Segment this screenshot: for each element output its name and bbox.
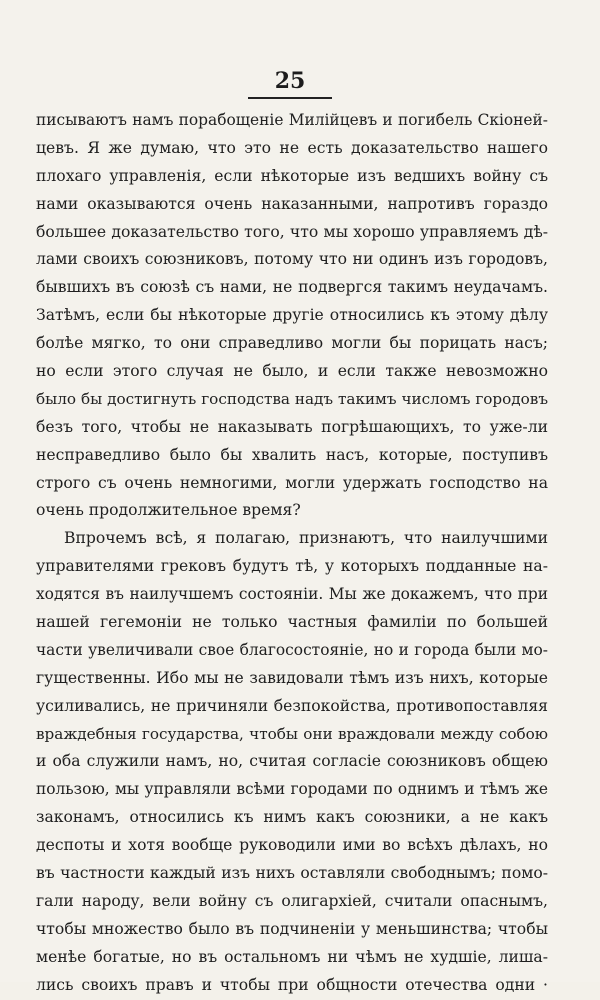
text-line: гали народу, вели войну съ олигархіей, считали опаснымъ, — [36, 891, 548, 910]
text-line: Затѣмъ, если бы нѣкоторые другіе относились къ этому дѣлу — [36, 306, 548, 325]
text-line: лами своихъ союзниковъ, потому что ни одинъ изъ городовъ, — [36, 250, 548, 269]
text-line: враждебныя государства, чтобы они враждовали между собою — [36, 724, 548, 743]
text-line: чтобы множество было въ подчиненіи у меньшинства; чтобы — [36, 919, 548, 938]
text-line: плохаго управленія, если нѣкоторые изъ ведшихъ войну съ — [36, 166, 548, 185]
text-line: въ частности каждый изъ нихъ оставляли свободнымъ; помо- — [36, 864, 548, 883]
text-line: строго съ очень немногими, могли удержать господство на — [36, 473, 548, 492]
text-line: гущественны. Ибо мы не завидовали тѣмъ изъ нихъ, которые — [36, 668, 548, 687]
text-line: болѣе мягко, то они справедливо могли бы порицать насъ; — [36, 334, 548, 353]
text-line: нами оказываются очень наказанными, напротивъ гораздо — [36, 194, 548, 213]
text-line: нашей гегемоніи не только частныя фамиліи по большей — [36, 613, 548, 632]
text-line: цевъ. Я же думаю, что это не есть доказательство нашего — [36, 138, 548, 157]
text-line: пользою, мы управляли всѣми городами по однимъ и тѣмъ же — [36, 780, 548, 799]
paragraph-1 — [36, 107, 548, 525]
text-line: но если этого случая не было, и если также невозможно — [36, 362, 548, 381]
text-line: бывшихъ въ союзѣ съ нами, не подвергся такимъ неудачамъ. — [36, 278, 548, 297]
text-line: деспоты и хотя вообще руководили ими во всѣхъ дѣлахъ, но — [36, 836, 548, 855]
text-line: управителями грековъ будутъ тѣ, у которыхъ подданные на- — [36, 557, 548, 576]
text-line: части увеличивали свое благосостояніе, но и города были мо- — [36, 640, 548, 659]
text-line: безъ того, чтобы не наказывать погрѣшающихъ, то уже-ли — [36, 417, 548, 436]
text-line: Впрочемъ всѣ, я полагаю, признаютъ, что наилучшими — [64, 529, 548, 548]
text-line: писываютъ намъ порабощеніе Милійцевъ и погибель Скіоней- — [36, 111, 548, 129]
text-line: менѣе богатые, но въ остальномъ ни чѣмъ не худшіе, лиша- — [36, 947, 548, 966]
text-line: усиливались, не причиняли безпокойства, противопоставляя — [36, 696, 548, 715]
text-line: большее доказательство того, что мы хорошо управляемъ дѣ- — [36, 222, 548, 241]
text-line: несправедливо было бы хвалить насъ, которые, поступивъ — [36, 445, 548, 464]
body-text — [36, 107, 548, 1000]
text-line: лись своихъ правъ и чтобы при общности отечества одни · — [36, 975, 548, 994]
text-line: и оба служили намъ, но, считая согласіе союзниковъ общею — [36, 752, 548, 771]
text-line: законамъ, относились къ нимъ какъ союзники, а не какъ — [36, 808, 548, 827]
paragraph-2 — [36, 525, 548, 999]
text-line: ходятся въ наилучшемъ состояніи. Мы же докажемъ, что при — [36, 585, 548, 604]
text-line: очень продолжительное время? — [36, 501, 301, 520]
text-line: было бы достигнуть господства надъ такимъ числомъ городовъ — [36, 389, 548, 408]
header-rule — [248, 97, 332, 99]
page-number: 25 — [274, 68, 306, 94]
